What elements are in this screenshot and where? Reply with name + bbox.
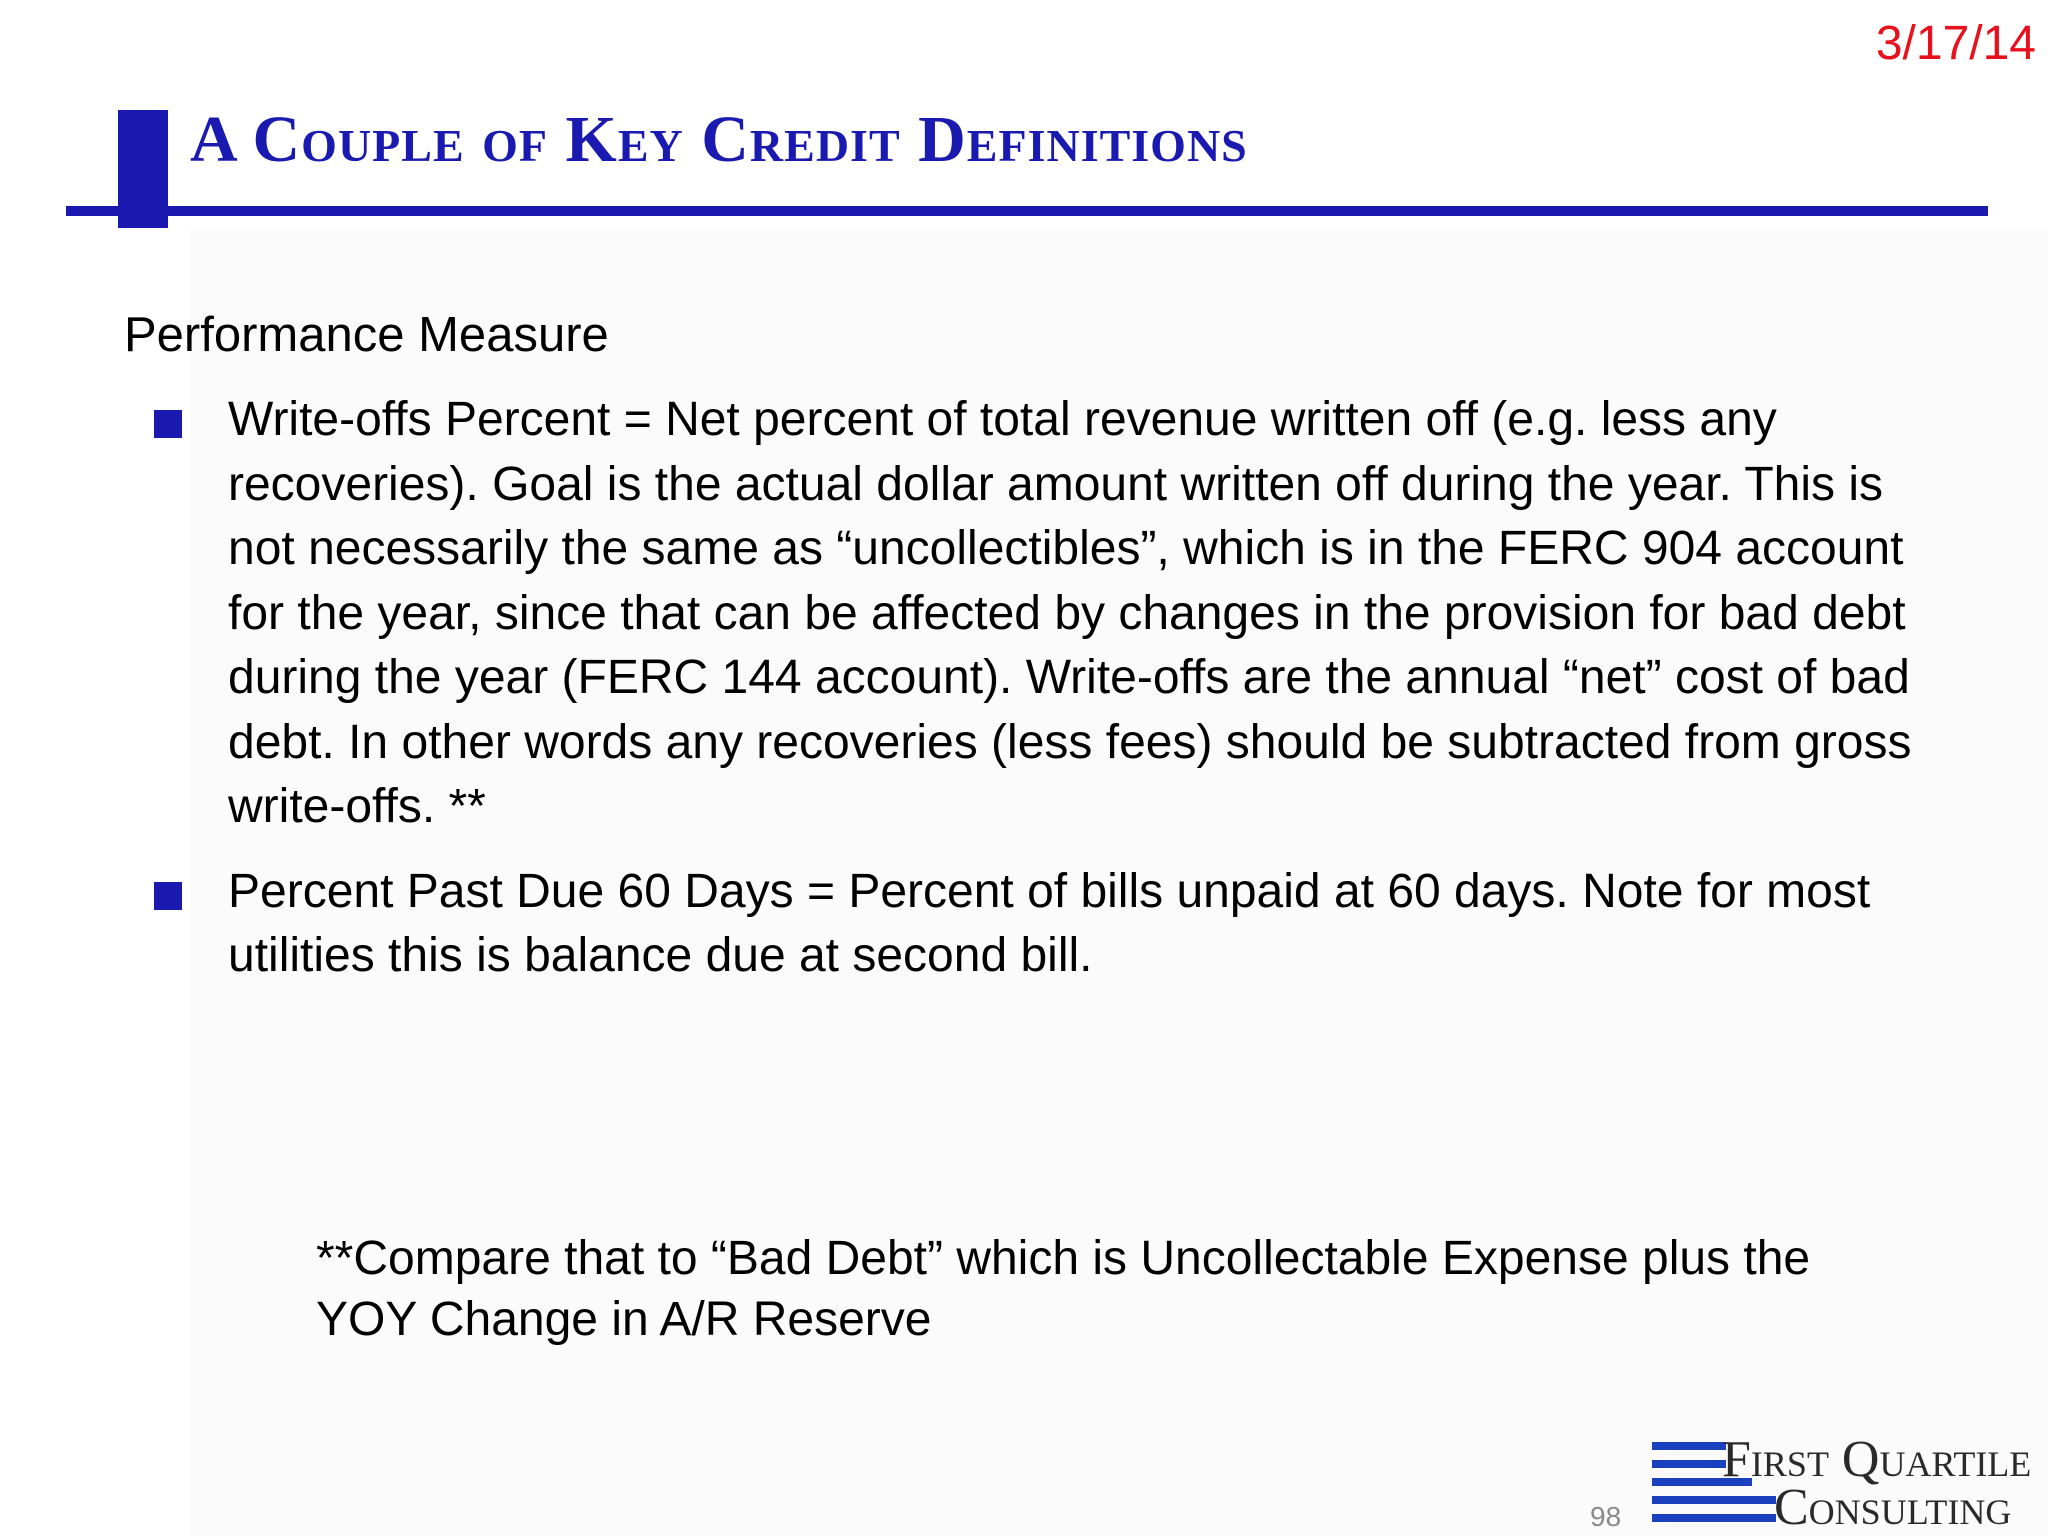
bullet-text: Percent Past Due 60 Days = Percent of bills unpaid at 60 days. Note for most utilities this is balance due at second bill. (228, 864, 1871, 982)
slide-date: 3/17/14 (1875, 17, 2036, 70)
square-bullet-icon (154, 882, 182, 910)
square-bullet-icon (154, 410, 182, 438)
logo-text-line2: Consulting (1774, 1479, 2012, 1536)
bullet-list (152, 388, 1932, 1009)
bullet-text: Write-offs Percent = Net percent of total revenue written off (e.g. less any recoveries). Goal is the actual dollar amount written off during the year. This is not necessarily the same as “uncollectibles”, which is in the FERC 904 account for the year, since that can be affected by changes in the provision for bad debt during the year (FERC 144 account). Write-offs are the annual “net” cost of bad debt. In other words any recoveries (less fees) should be subtracted from gross write-offs. ** (228, 393, 1912, 833)
bullet-item-past-due (152, 860, 1932, 989)
page-number: 98 (1590, 1501, 1622, 1532)
footnote: **Compare that to “Bad Debt” which is Uncollectable Expense plus the YOY Change in A/R Reserve (316, 1232, 1811, 1346)
title-underline-rule (66, 206, 1988, 216)
company-logo (1652, 1430, 2048, 1536)
logo-text-line1: First Quartile (1722, 1431, 2032, 1488)
bullet-item-write-offs (152, 388, 1932, 840)
slide-title: A Couple of Key Credit Definitions (190, 103, 1248, 176)
section-heading: Performance Measure (124, 308, 609, 362)
